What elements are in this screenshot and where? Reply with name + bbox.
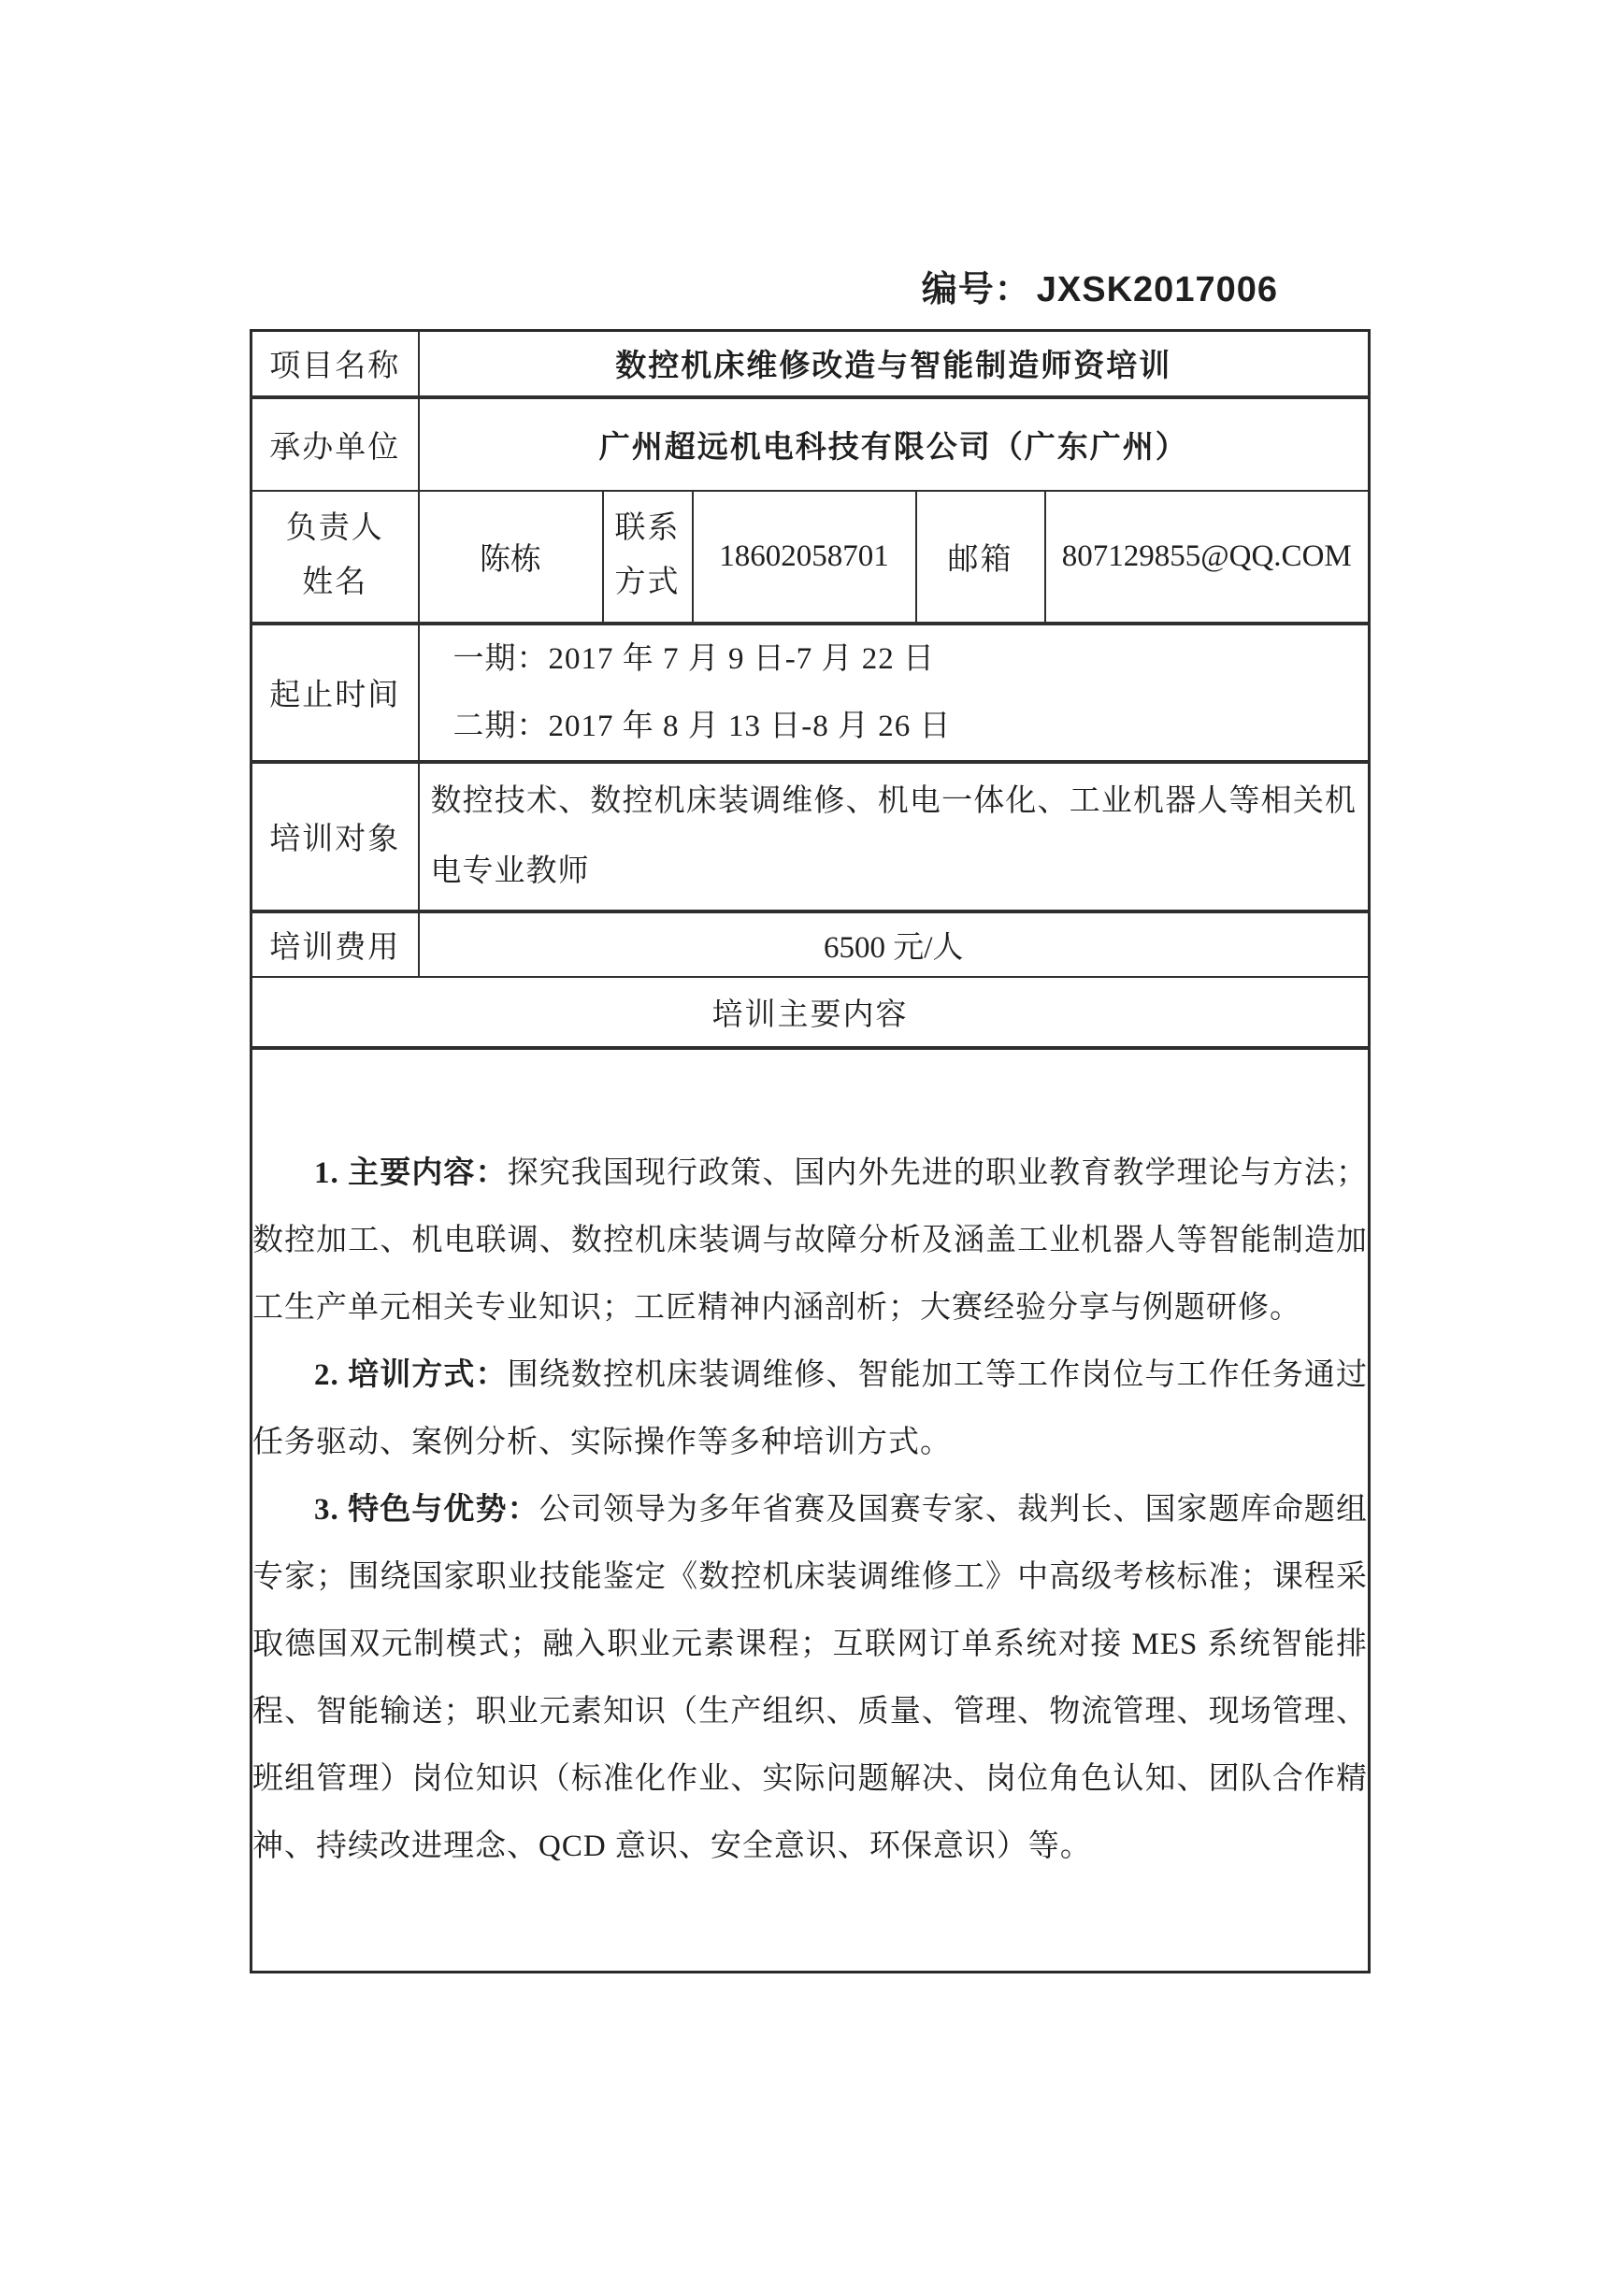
row-target — [251, 762, 1370, 911]
contact-label-line2: 方式 — [614, 566, 681, 599]
leader-name: 陈栋 — [419, 491, 603, 624]
paragraph-3-text: 公司领导为多年省赛及国赛专家、裁判长、国家题库命题组专家；围绕国家职业技能鉴定《数控机床装调维修工》中高级考核标准；课程采取德国双元制模式；融入职业元素课程；互联网订单系统对接 MES 系统智能排程、智能输送；职业元素知识（生产组织、质量、管理、物流管理、现场管理、班组管理）岗位知识（标准化作业、实际问题解决、岗位角色认知、团队合作精神、持续改进理念、QCD 意识、安全意识、环保意识）等。 — [252, 1493, 1368, 1864]
leader-label-line1: 负责人 — [285, 511, 384, 546]
duration-phase2: 二期：2017 年 8 月 13 日-8 月 26 日 — [452, 709, 952, 743]
duration-value — [419, 624, 1370, 762]
leader-phone: 18602058701 — [693, 491, 916, 624]
duration-phase1: 一期：2017 年 7 月 9 日-7 月 22 日 — [452, 641, 935, 676]
fee-value: 6500 元/人 — [419, 911, 1370, 977]
email-label: 邮箱 — [916, 491, 1045, 624]
paragraph-1-lead: 1. 主要内容： — [314, 1156, 508, 1191]
target-label: 培训对象 — [251, 762, 419, 911]
paragraph-3-lead: 3. 特色与优势： — [314, 1493, 539, 1528]
training-info-table — [250, 329, 1371, 1973]
project-value: 数控机床维修改造与智能制造师资培训 — [419, 331, 1370, 397]
fee-label: 培训费用 — [251, 911, 419, 977]
row-content-header — [251, 977, 1370, 1048]
doc-number-label: 编号： — [921, 270, 1031, 309]
doc-number — [250, 260, 1368, 311]
content-body — [251, 1048, 1370, 1973]
target-value — [419, 762, 1370, 911]
paragraph-main-content — [252, 1140, 1368, 1342]
duration-label: 起止时间 — [251, 624, 419, 762]
paragraph-2-text: 围绕数控机床装调维修、智能加工等工作岗位与工作任务通过任务驱动、案例分析、实际操作等多种培训方式。 — [252, 1358, 1368, 1460]
row-organizer — [251, 397, 1370, 491]
paragraph-1-text: 探究我国现行政策、国内外先进的职业教育教学理论与方法；数控加工、机电联调、数控机床装调与故障分析及涵盖工业机器人等智能制造加工生产单元相关专业知识；工匠精神内涵剖析；大赛经验分享与例题研修。 — [252, 1156, 1368, 1326]
contact-label-line1: 联系 — [614, 511, 681, 546]
paragraph-2-lead: 2. 培训方式： — [314, 1358, 508, 1393]
row-leader — [251, 491, 1370, 624]
leader-email: 807129855@QQ.COM — [1045, 491, 1370, 624]
row-fee — [251, 911, 1370, 977]
leader-label-line2: 姓名 — [302, 566, 368, 599]
organizer-value: 广州超远机电科技有限公司（广东广州） — [419, 397, 1370, 491]
leader-label — [251, 491, 419, 624]
row-content-body — [251, 1048, 1370, 1973]
paragraph-training-method — [252, 1342, 1368, 1476]
content-header: 培训主要内容 — [251, 977, 1370, 1048]
target-value-text: 数控技术、数控机床装调维修、机电一体化、工业机器人等相关机电专业教师 — [430, 783, 1357, 888]
contact-label — [603, 491, 693, 624]
row-project — [251, 331, 1370, 397]
organizer-label: 承办单位 — [251, 397, 419, 491]
doc-number-value: JXSK2017006 — [1036, 270, 1278, 309]
paragraph-features — [252, 1476, 1368, 1880]
project-label: 项目名称 — [251, 331, 419, 397]
row-duration — [251, 624, 1370, 762]
